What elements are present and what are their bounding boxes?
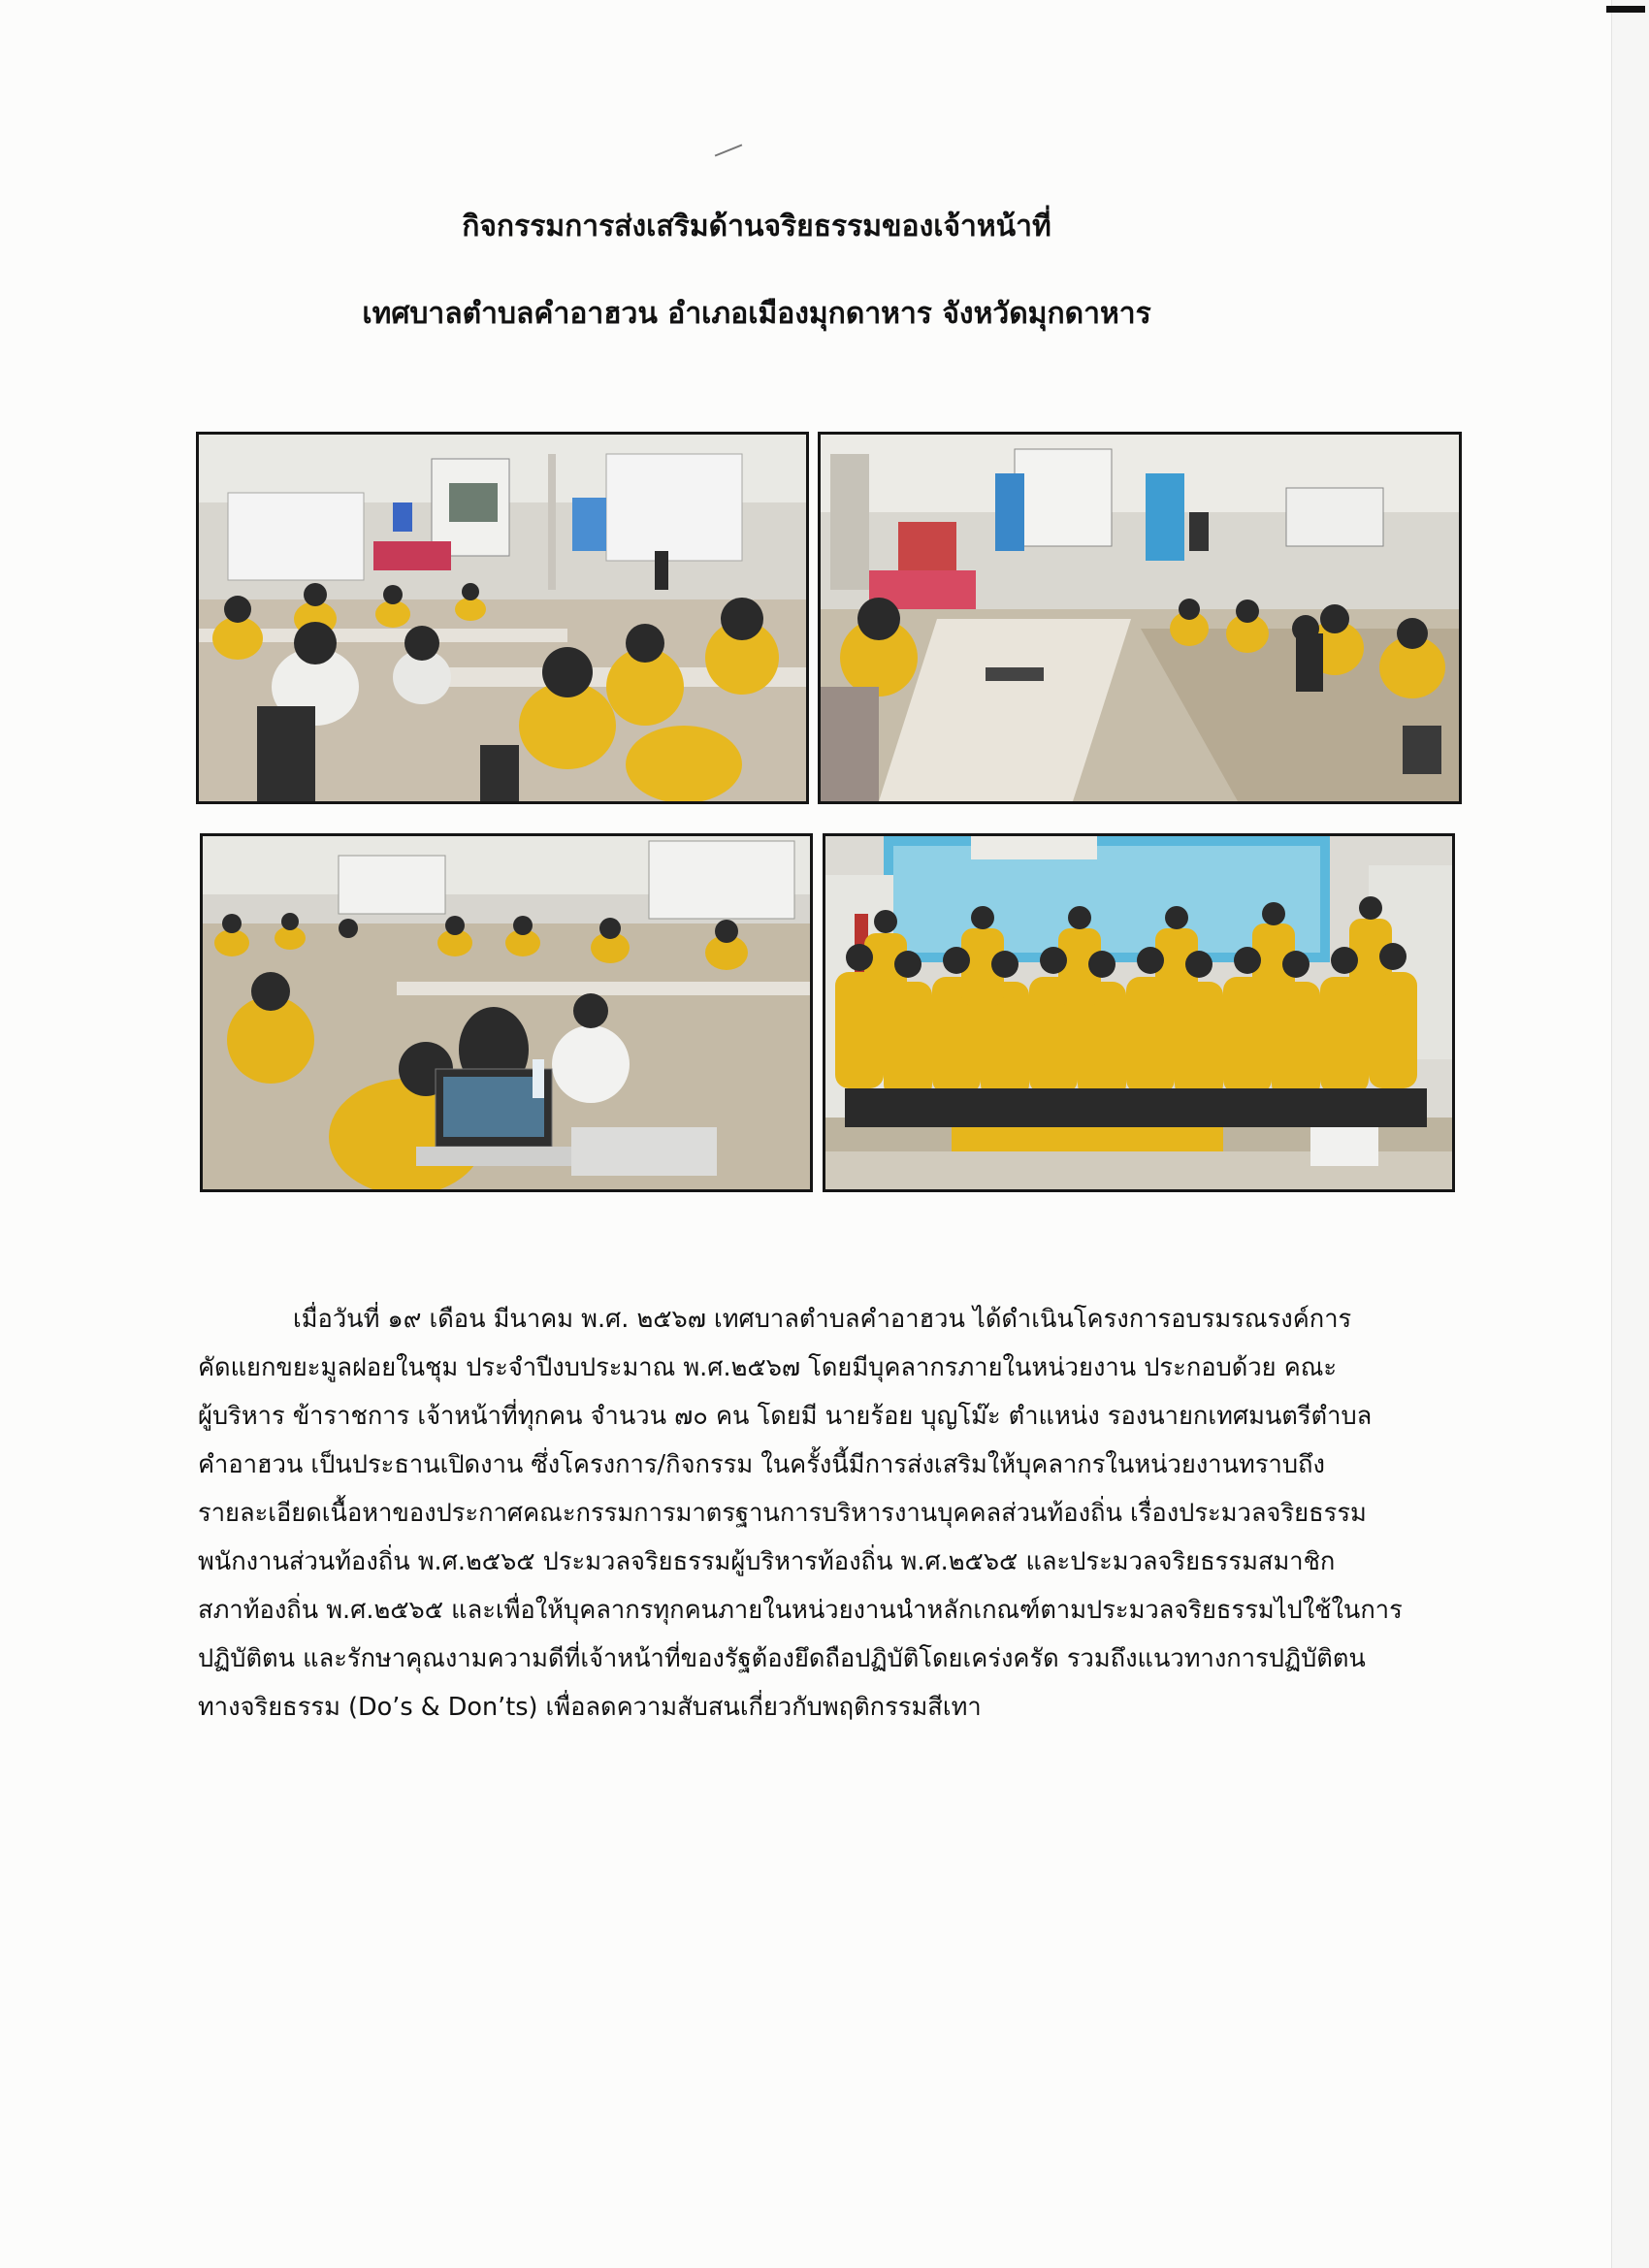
page-title: กิจกรรมการส่งเสริมด้านจริยธรรมของเจ้าหน้าที่: [462, 210, 1051, 243]
photo-meeting-room-front: [196, 432, 809, 804]
body-line: ผู้บริหาร ข้าราชการ เจ้าหน้าที่ทุกคน จำนวน ๗๐ คน โดยมี นายร้อย บุญโม๊ะ ตำแหน่ง รองนายกเทศมนตรีตำบล: [198, 1402, 1373, 1431]
body-line: รายละเอียดเนื้อหาของประกาศคณะกรรมการมาตรฐานการบริหารงานบุคคลส่วนท้องถิ่น เรื่องประมวลจริยธรรม: [198, 1499, 1367, 1528]
photo-meeting-room-speaker: [818, 432, 1462, 804]
body-line: คำอาฮวน เป็นประธานเปิดงาน ซึ่งโครงการ/กิจกรรม ในครั้งนี้มีการส่งเสริมให้บุคลากรในหน่วยงานทราบถึง: [198, 1450, 1325, 1479]
body-paragraph: [198, 1295, 1461, 1732]
body-line: คัดแยกขยะมูลฝอยในชุม ประจำปีงบประมาณ พ.ศ.๒๕๖๗ โดยมีบุคลากรภายในหน่วยงาน ประกอบด้วย คณะ: [198, 1353, 1338, 1382]
body-line: พนักงานส่วนท้องถิ่น พ.ศ.๒๕๖๕ ประมวลจริยธรรมผู้บริหารท้องถิ่น พ.ศ.๒๕๖๕ และประมวลจริยธรรมสมาชิก: [198, 1547, 1336, 1576]
body-line: ปฏิบัติตน และรักษาคุณงามความดีที่เจ้าหน้าที่ของรัฐต้องยึดถือปฏิบัติโดยเคร่งครัด รวมถึงแนวทางการปฏิบัติตน: [198, 1644, 1366, 1673]
page-subtitle: เทศบาลตำบลคำอาฮวน อำเภอเมืองมุกดาหาร จังหวัดมุกดาหาร: [362, 297, 1151, 331]
pen-stroke: [715, 144, 743, 156]
body-line: เมื่อวันที่ ๑๙ เดือน มีนาคม พ.ศ. ๒๕๖๗ เทศบาลตำบลคำอาฮวน ได้ดำเนินโครงการอบรมรณรงค์การ: [293, 1305, 1352, 1334]
body-line: ทางจริยธรรม (Do’s & Don’ts) เพื่อลดความสับสนเกี่ยวกับพฤติกรรมสีเทา: [198, 1693, 982, 1722]
photo-group: [823, 833, 1455, 1192]
photo-attendees-laptop: [200, 833, 813, 1192]
edge-mark: [1606, 6, 1645, 13]
page-edge: [1611, 0, 1649, 2268]
body-line: สภาท้องถิ่น พ.ศ.๒๕๖๕ และเพื่อให้บุคลากรทุกคนภายในหน่วยงานนำหลักเกณฑ์ตามประมวลจริยธรรมไปใช้ในการ: [198, 1596, 1403, 1625]
